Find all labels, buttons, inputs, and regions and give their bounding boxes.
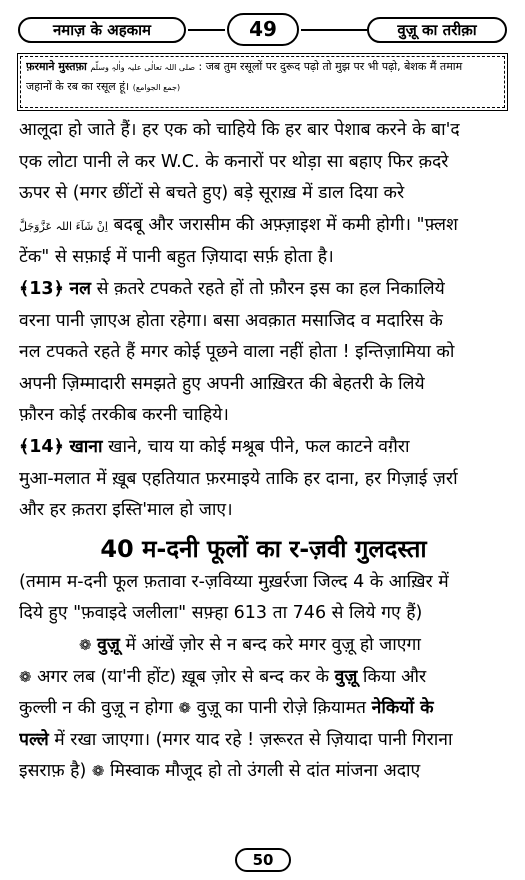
- bullet-line: [19, 725, 508, 757]
- paragraph-number: ﴾14﴿: [19, 436, 64, 457]
- bullet-line: [19, 756, 508, 788]
- hadith-box: [17, 53, 508, 111]
- text-line: [19, 210, 508, 243]
- text-line: एक लोटा पानी ले कर W.C. के कनारों पर थोड़ा सा बहाए फिर क़दरे: [19, 151, 449, 172]
- text-line: आलूदा हो जाते हैं। हर एक को चाहिये कि हर बार पेशाब करने के बा'द: [19, 120, 460, 140]
- chapter-title: वुज़ू का तरीक़ा: [367, 17, 507, 43]
- bullet-line: [19, 693, 508, 725]
- text-line: दिये हुए "फ़वाइदे जलीला" सफ़्हा 613 ता 746 से लिये गए हैं): [19, 603, 423, 624]
- header-rule-right: [301, 29, 367, 31]
- text-span: इसराफ़ है): [19, 761, 87, 782]
- page-header: [14, 13, 511, 43]
- text-span: किया और: [362, 666, 427, 687]
- hadith-salutation: صلی اللہ تعالٰی علیہ واٰلہٖ وسلّم: [90, 63, 196, 72]
- bold-term: पल्ले: [19, 729, 49, 750]
- text-span: खाने, चाय या कोई मश्रूब पीने, फल काटने वग़ैरा: [108, 436, 410, 457]
- flower-bullet-icon: ❁: [91, 762, 105, 781]
- book-title: नमाज़ के अहकाम: [18, 17, 186, 43]
- text-line: अपनी ज़िम्मादारी समझते हुए अपनी आख़िरत की बेहतरी के लिये: [19, 373, 425, 394]
- hadith-source: (جمع الجوامع): [132, 83, 181, 92]
- text-span: अगर लब (या'नी होंट) ख़ूब ज़ोर से बन्द कर के: [37, 666, 330, 687]
- text-line: वरना पानी ज़ाएअ होता रहेगा। बसा अवक़ात मसाजिद व मदारिस के: [19, 310, 443, 331]
- hadith-title: फ़रमाने मुस्तफ़ा: [26, 60, 87, 73]
- text-span: मिस्वाक मौजूद हो तो उंगली से दांत मांजना अदाए: [110, 761, 421, 782]
- header-page-number: 49: [227, 13, 299, 46]
- text-line: टेंक" से सफ़ाई में पानी बहुत ज़ियादा सर्फ़ होता है।: [19, 247, 334, 268]
- text-line: मुआ-मलात में ख़ूब एहतियात फ़रमाइये ताकि हर दाना, हर गिज़ाई ज़र्रा: [19, 468, 458, 489]
- hadith-text-1: : जब तुम रसूलों पर दुरूद पढ़ो तो मुझ पर भी पढ़ो, बेशक मैं तमाम: [198, 60, 463, 73]
- paragraph-heading: नल: [69, 278, 92, 299]
- text-span: बदबू और जरासीम की अफ़्ज़ाइश में कमी होगी। "फ़्लश: [113, 214, 458, 235]
- paragraph-13-line: [19, 274, 508, 306]
- arabic-phrase: اِنْ شَآءَ اللہ عَزَّوَجَلَّ: [19, 219, 108, 233]
- text-line: नल टपकते रहते हैं मगर कोई पूछने वाला नहीं होता ! इन्तिज़ामिया को: [19, 342, 455, 363]
- flower-bullet-icon: ❁: [79, 635, 92, 654]
- bold-term: वुज़ू: [97, 634, 120, 655]
- bold-term: वुज़ू: [334, 666, 358, 687]
- paragraph-number: ﴾13﴿: [19, 278, 64, 299]
- paragraph-14-line: [19, 432, 508, 464]
- bullet-line: [19, 662, 508, 694]
- hadith-line-1: [26, 57, 499, 77]
- section-title: 40 म-दनी फूलों का र-ज़वी गुलदस्ता: [100, 534, 427, 563]
- paragraph-heading: खाना: [69, 436, 103, 457]
- text-line: ऊपर से (मगर छींटों से बचते हुए) बड़े सूराख़ में डाल दिया करे: [19, 183, 405, 204]
- hadith-line-2: [26, 77, 499, 97]
- text-span: वुज़ू का पानी रोज़े क़ियामत: [196, 698, 367, 719]
- text-span: में रखा जाएगा। (मगर याद रहे ! ज़रूरत से ज़ियादा पानी गिराना: [54, 729, 453, 750]
- text-span: में आंखें ज़ोर से न बन्द करे मगर वुज़ू हो जाएगा: [125, 634, 421, 655]
- text-span: कुल्ली न की वुज़ू न होगा: [19, 698, 173, 719]
- flower-bullet-icon: ❁: [178, 699, 192, 718]
- text-line: और हर क़तरा इस्ति'माल हो जाए।: [19, 500, 233, 521]
- text-line: (तमाम म-दनी फूल फ़तावा र-ज़विय्या मुख़र्रजा जिल्द 4 के आख़िर में: [19, 571, 449, 592]
- text-span: से क़तरे टपकते रहते हों तो फ़ौरन इस का हल निकालिये: [96, 278, 445, 299]
- bullet-line: [19, 630, 508, 662]
- bold-term: नेकियों के: [371, 698, 434, 719]
- flower-bullet-icon: ❁: [19, 667, 32, 686]
- text-line: फ़ौरन कोई तरकीब करनी चाहिये।: [19, 405, 229, 426]
- footer-page-number: 50: [235, 848, 291, 872]
- page-body: [19, 115, 508, 788]
- hadith-text-2: जहानों के रब का रसूल हूं।: [26, 80, 130, 93]
- header-rule-left: [188, 29, 225, 31]
